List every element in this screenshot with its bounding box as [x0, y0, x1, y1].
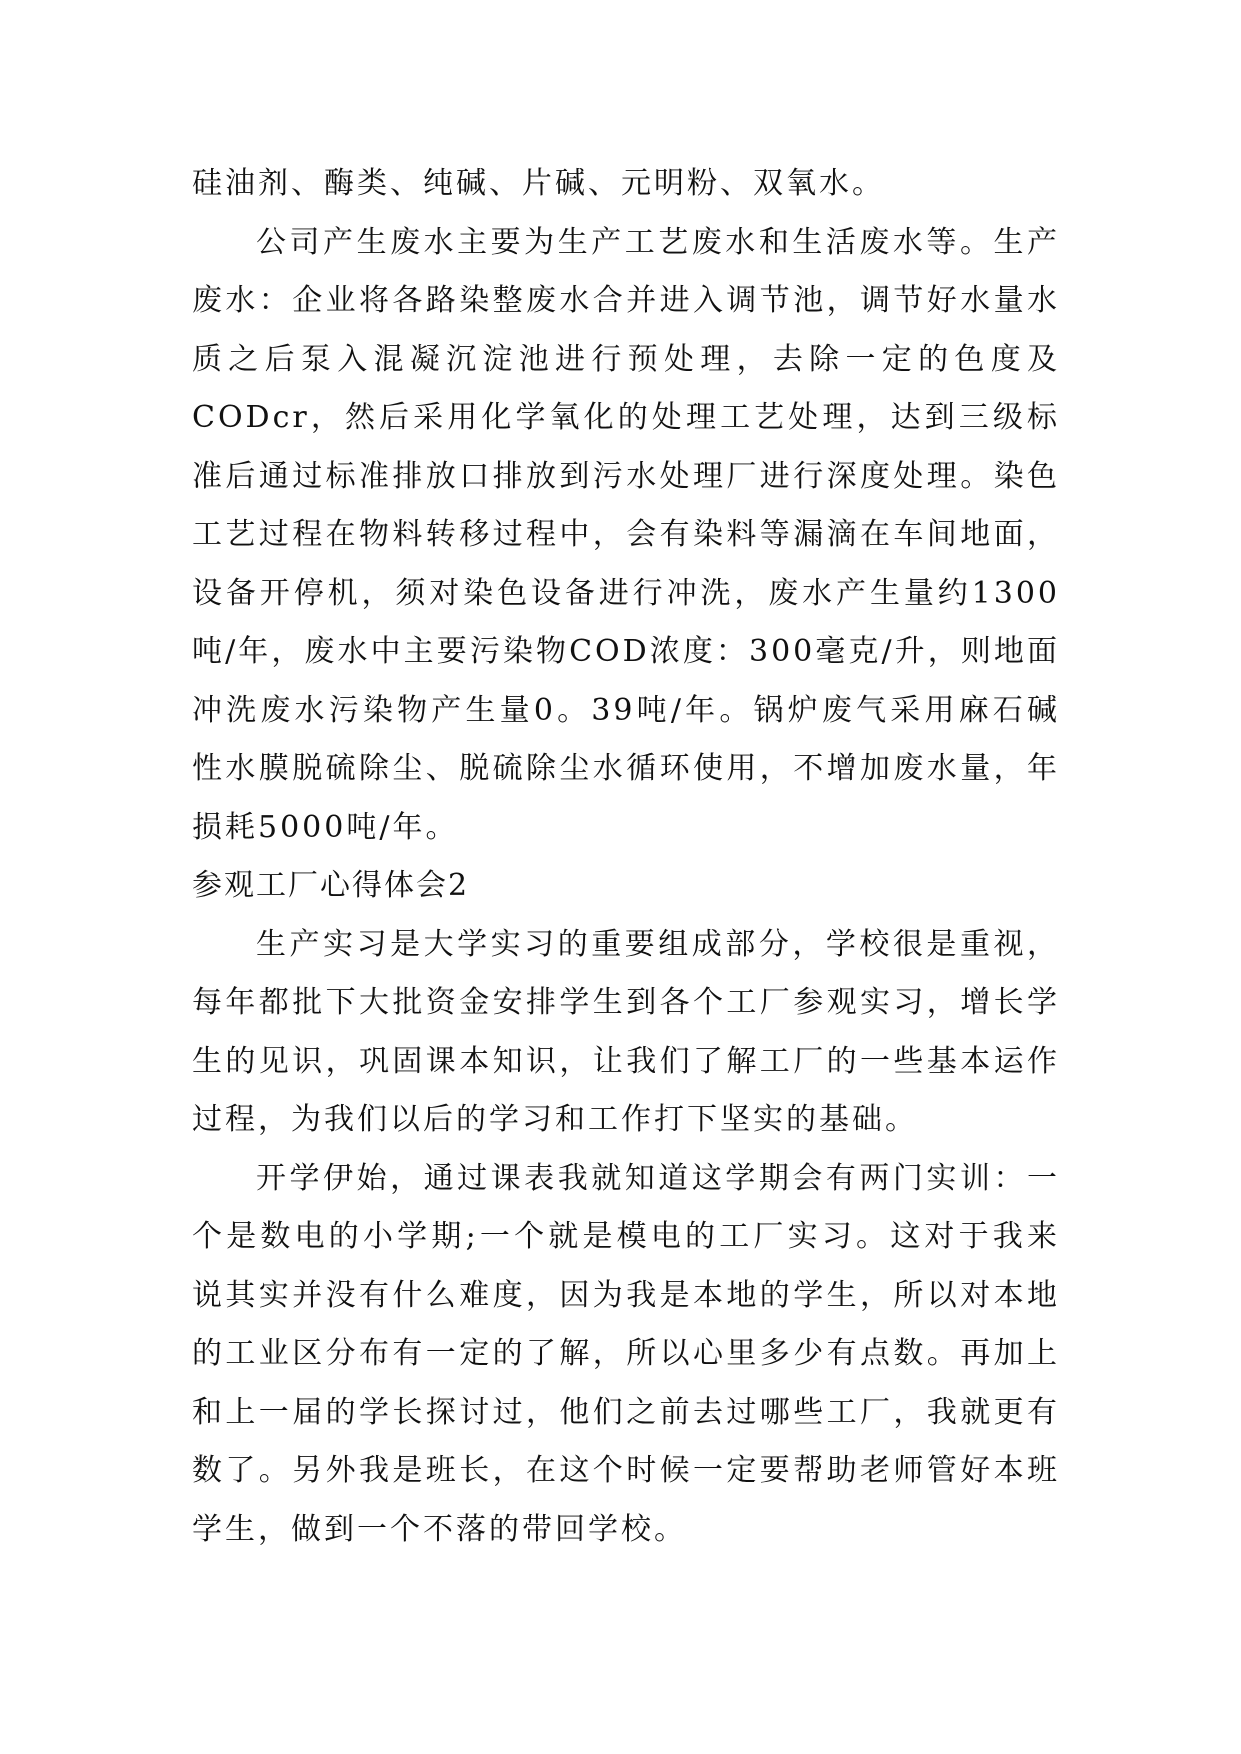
- paragraph-wastewater: 公司产生废水主要为生产工艺废水和生活废水等。生产废水：企业将各路染整废水合并进入调节池，调节好水量水质之后泵入混凝沉淀池进行预处理，去除一定的色度及CODcr，然后采用化学氧化的处理工艺处理，达到三级标准后通过标准排放口排放到污水处理厂进行深度处理。染色工艺过程在物料转移过程中，会有染料等漏滴在车间地面，设备开停机，须对染色设备进行冲洗，废水产生量约1300吨/年，废水中主要污染物COD浓度：300毫克/升，则地面冲洗废水污染物产生量0。39吨/年。锅炉废气采用麻石碱性水膜脱硫除尘、脱硫除尘水循环使用，不增加废水量，年损耗5000吨/年。: [192, 224, 1060, 845]
- document-body: [192, 155, 1060, 1559]
- paragraph-semester-start: 开学伊始，通过课表我就知道这学期会有两门实训：一个是数电的小学期;一个就是模电的工厂实习。这对于我来说其实并没有什么难度，因为我是本地的学生，所以对本地的工业区分布有一定的了解，所以心里多少有点数。再加上和上一届的学长探讨过，他们之前去过哪些工厂，我就更有数了。另外我是班长，在这个时候一定要帮助老师管好本班学生，做到一个不落的带回学校。: [192, 1160, 1060, 1547]
- paragraph-internship-intro: 生产实习是大学实习的重要组成部分，学校很是重视，每年都批下大批资金安排学生到各个工厂参观实习，增长学生的见识，巩固课本知识，让我们了解工厂的一些基本运作过程，为我们以后的学习和工作打下坚实的基础。: [192, 926, 1060, 1137]
- section-heading: 参观工厂心得体会2: [192, 868, 470, 903]
- paragraph-continuation: 硅油剂、酶类、纯碱、片碱、元明粉、双氧水。: [192, 166, 885, 201]
